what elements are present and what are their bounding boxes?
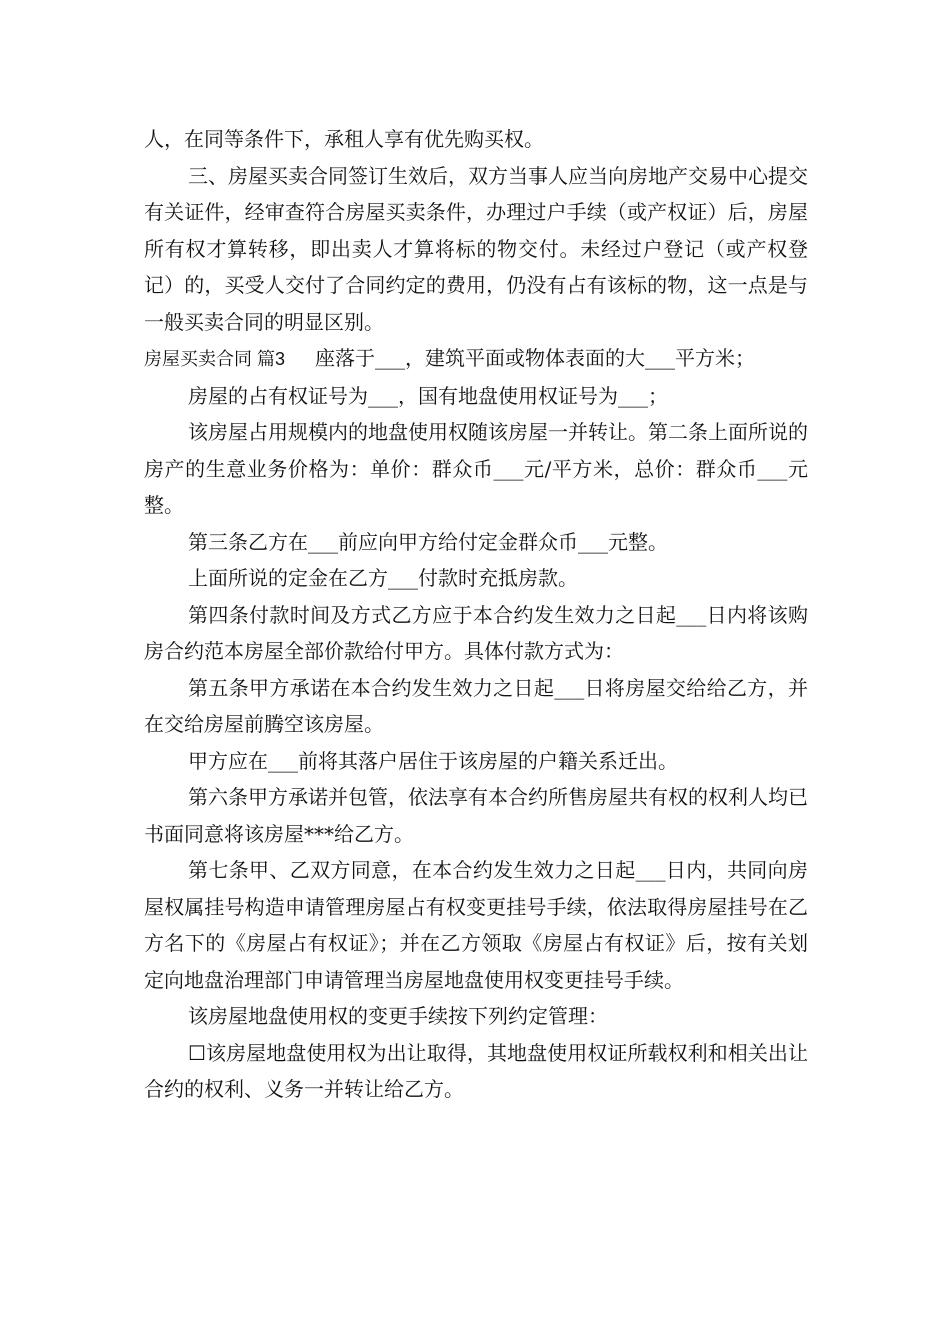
- paragraph-5: 第三条乙方在___前应向甲方给付定金群众币___元整。: [188, 529, 668, 554]
- paragraph-13: ☐该房屋地盘使用权为出让取得，其地盘使用权证所载权利和相关出让合约的权利、义务一并转让给乙方。: [144, 1040, 808, 1101]
- paragraph-11: 第七条甲、乙双方同意，在本合约发生效力之日起___日内，共同向房屋权属挂号构造申请管理房屋占有权变更挂号手续，依法取得房屋挂号在乙方名下的《房屋占有权证》；并在乙方领取《房屋占有权证》后，按有关划定向地盘治理部门申请管理当房屋地盘使用权变更挂号手续。: [144, 858, 808, 992]
- paragraph-2: [144, 340, 808, 378]
- paragraph-4: 该房屋占用规模内的地盘使用权随该房屋一并转让。第二条上面所说的房产的生意业务价格为：单价：群众币___元/平方米，总价：群众币___元整。: [144, 420, 808, 517]
- paragraph-1: 三、房屋买卖合同签订生效后，双方当事人应当向房地产交易中心提交有关证件，经审查符合房屋买卖条件，办理过户手续（或产权证）后，房屋所有权才算转移，即出卖人才算将标的物交付。未经过户登记（或产权登记）的，买受人交付了合同约定的费用，仍没有占有该标的物，这一点是与一般买卖合同的明显区别。: [144, 163, 808, 334]
- paragraph-9: 甲方应在___前将其落户居住于该房屋的户籍关系迁出。: [188, 748, 678, 773]
- document-page: [144, 121, 808, 1108]
- paragraph-0: 人，在同等条件下，承租人享有优先购买权。: [144, 127, 544, 151]
- paragraph-2-text: 座落于___，建筑平面或物体表面的大___平方米；: [315, 346, 756, 370]
- section-heading: 房屋买卖合同 篇3: [144, 349, 286, 369]
- paragraph-3: 房屋的占有权证号为___，国有地盘使用权证号为___；: [188, 383, 668, 408]
- paragraph-8: 第五条甲方承诺在本合约发生效力之日起___日将房屋交给给乙方，并在交给房屋前腾空该房屋。: [144, 675, 808, 736]
- paragraph-6: 上面所说的定金在乙方___付款时充抵房款。: [188, 566, 578, 590]
- paragraph-10: 第六条甲方承诺并包管，依法享有本合约所售房屋共有权的权利人均已书面同意将该房屋***给乙方。: [144, 785, 808, 846]
- paragraph-12: 该房屋地盘使用权的变更手续按下列约定管理：: [188, 1004, 608, 1028]
- paragraph-7: 第四条付款时间及方式乙方应于本合约发生效力之日起___日内将该购房合约范本房屋全部价款给付甲方。具体付款方式为：: [144, 602, 808, 663]
